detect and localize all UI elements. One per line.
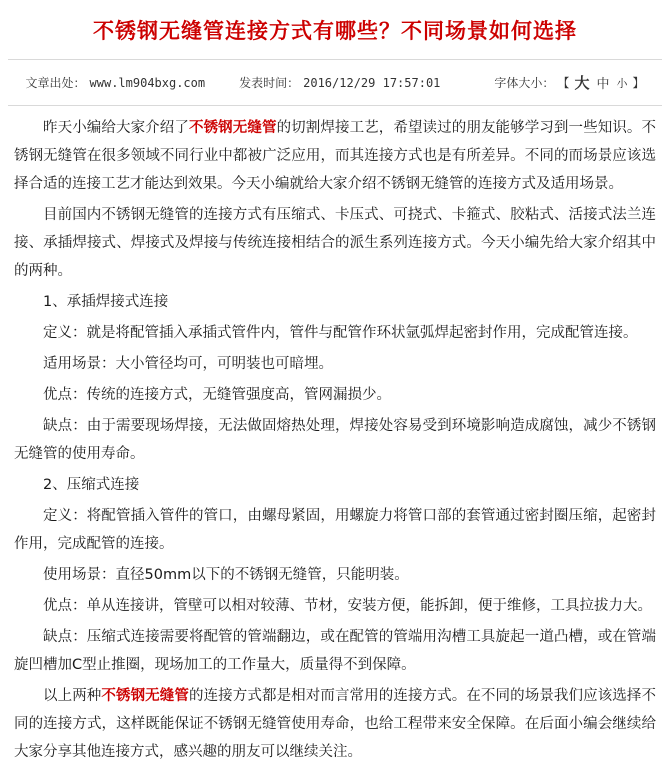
article-paragraph [14, 471, 656, 499]
date-label: 发表时间： [239, 76, 300, 91]
bracket-right: 】 [632, 76, 645, 91]
paragraph-text: 的切割焊接工艺，希望读过的朋友能够学习到一些知识。不锈钢无缝管在很多领域不同行业中都被广泛应用，而其连接方式也是有所差异。不同的而场景应该选择合适的连接工艺才能达到效果。今天小编就给大家介绍不锈钢无缝管的连接方式及适用场景。 [14, 120, 657, 193]
font-size-label: 字体大小： [494, 76, 555, 91]
article-paragraph [14, 319, 656, 347]
paragraph-text: 适用场景：大小管径均可，可明装也可暗埋。 [43, 356, 333, 373]
font-size-medium-button[interactable]: 中 [596, 77, 610, 93]
article-paragraph [14, 561, 656, 589]
meta-source [26, 74, 206, 91]
article-paragraph [14, 682, 656, 766]
paragraph-text: 1、承插焊接式连接 [43, 294, 169, 311]
paragraph-text: 昨天小编给大家介绍了 [43, 120, 189, 137]
article-paragraph [14, 201, 656, 285]
paragraph-text: 缺点：由于需要现场焊接，无法做固熔热处理，焊接处容易受到环境影响造成腐蚀，减少不锈钢无缝管的使用寿命。 [14, 418, 656, 463]
article-paragraph [14, 592, 656, 620]
page-title: 不锈钢无缝管连接方式有哪些？不同场景如何选择 [93, 19, 577, 43]
paragraph-text: 2、压缩式连接 [43, 477, 140, 494]
article-paragraph [14, 350, 656, 378]
article-paragraph [14, 288, 656, 316]
highlighted-term: 不锈钢无缝管 [101, 688, 189, 705]
article-paragraph [14, 623, 656, 679]
font-size-small-button[interactable]: 小 [616, 76, 628, 90]
article-paragraph [14, 381, 656, 409]
meta-date [239, 74, 440, 91]
source-label: 文章出处： [25, 76, 86, 91]
highlighted-term: 不锈钢无缝管 [188, 120, 277, 137]
paragraph-text: 目前国内不锈钢无缝管的连接方式有压缩式、卡压式、可挠式、卡箍式、胶粘式、活接式法兰连接、承插焊接式、焊接式及焊接与传统连接相结合的派生系列连接方式。今天小编先给大家介绍其中的两种。 [14, 207, 656, 280]
paragraph-text: 定义：将配管插入管件的管口，由螺母紧固，用螺旋力将管口部的套管通过密封圈压缩，起密封作用，完成配管的连接。 [14, 508, 656, 553]
bracket-left: 【 [557, 76, 570, 91]
article-paragraph [14, 114, 656, 198]
article-paragraph [14, 412, 656, 468]
paragraph-text: 优点：传统的连接方式，无缝管强度高，管网漏损少。 [43, 387, 391, 404]
article-paragraph [14, 502, 656, 558]
font-size-large-button[interactable]: 大 [574, 74, 590, 93]
font-size-control [494, 72, 644, 93]
paragraph-text: 缺点：压缩式连接需要将配管的管端翻边，或在配管的管端用沟槽工具旋起一道凸槽，或在管端旋凹槽加C型止推圈，现场加工的工作量大，质量得不到保障。 [14, 629, 656, 674]
paragraph-text: 定义：就是将配管插入承插式管件内，管件与配管作环状氩弧焊起密封作用，完成配管连接。 [43, 325, 638, 342]
paragraph-text: 使用场景：直径50mm以下的不锈钢无缝管，只能明装。 [43, 567, 409, 584]
date-value: 2016/12/29 17:57:01 [303, 75, 441, 90]
article-body [0, 106, 670, 766]
paragraph-text: 以上两种 [43, 688, 102, 705]
paragraph-text: 优点：单从连接讲，管壁可以相对较薄、节材，安装方便，能拆卸，便于维修，工具拉拔力大。 [43, 598, 652, 615]
article-meta [0, 60, 670, 105]
source-value: www.lm904bxg.com [89, 75, 206, 90]
paragraph-text: 的连接方式都是相对而言常用的连接方式。在不同的场景我们应该选择不同的连接方式，这样既能保证不锈钢无缝管使用寿命，也给工程带来安全保障。在后面小编会继续给大家分享其他连接方式，感兴趣的朋友可以继续关注。 [14, 688, 657, 761]
